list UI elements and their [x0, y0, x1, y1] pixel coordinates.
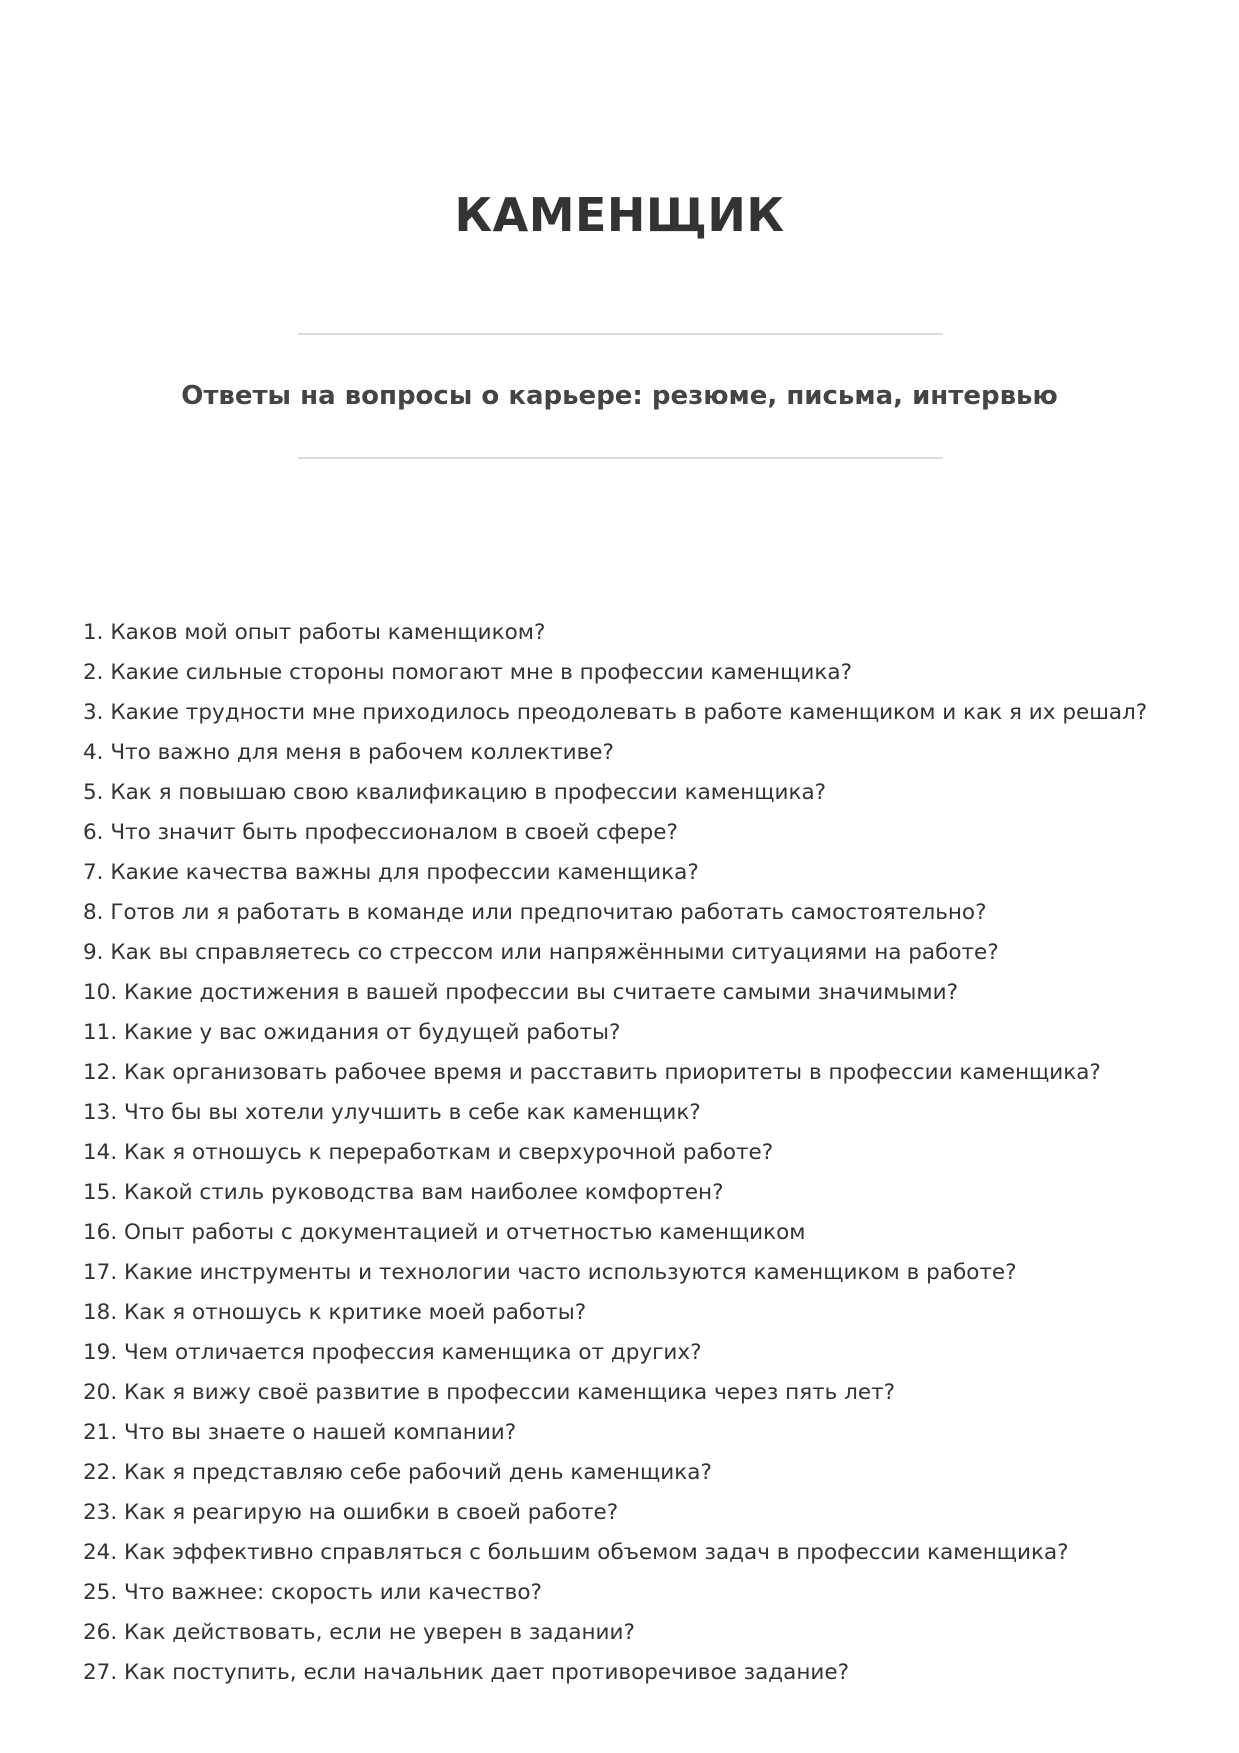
- question-item: 24. Как эффективно справляться с большим объемом задач в профессии каменщика?: [83, 1540, 1069, 1565]
- question-item: 4. Что важно для меня в рабочем коллективе?: [83, 740, 614, 765]
- question-item: 15. Какой стиль руководства вам наиболее комфортен?: [83, 1180, 724, 1205]
- question-list: [83, 613, 1203, 1693]
- question-item: 11. Какие у вас ожидания от будущей работы?: [83, 1020, 621, 1045]
- page-subtitle: Ответы на вопросы о карьере: резюме, письма, интервью: [181, 381, 1058, 411]
- question-item: 19. Чем отличается профессия каменщика от других?: [83, 1340, 702, 1365]
- question-item: 21. Что вы знаете о нашей компании?: [83, 1420, 517, 1445]
- question-item: 12. Как организовать рабочее время и расставить приоритеты в профессии каменщика?: [83, 1060, 1101, 1085]
- question-item: 5. Как я повышаю свою квалификацию в профессии каменщика?: [83, 780, 827, 805]
- question-item: 8. Готов ли я работать в команде или предпочитаю работать самостоятельно?: [83, 900, 987, 925]
- question-item: 20. Как я вижу своё развитие в профессии каменщика через пять лет?: [83, 1380, 896, 1405]
- question-item: 23. Как я реагирую на ошибки в своей работе?: [83, 1500, 619, 1525]
- question-item: 27. Как поступить, если начальник дает противоречивое задание?: [83, 1660, 849, 1685]
- top-divider: [298, 333, 943, 335]
- question-item: 3. Какие трудности мне приходилось преодолевать в работе каменщиком и как я их решал?: [83, 700, 1148, 725]
- question-item: 14. Как я отношусь к переработкам и сверхурочной работе?: [83, 1140, 774, 1165]
- question-item: 1. Каков мой опыт работы каменщиком?: [83, 620, 546, 645]
- question-item: 18. Как я отношусь к критике моей работы?: [83, 1300, 587, 1325]
- question-item: 2. Какие сильные стороны помогают мне в профессии каменщика?: [83, 660, 852, 685]
- question-item: 26. Как действовать, если не уверен в задании?: [83, 1620, 635, 1645]
- page-title: КАМЕНЩИК: [454, 188, 785, 242]
- question-item: 7. Какие качества важны для профессии каменщика?: [83, 860, 699, 885]
- question-item: 13. Что бы вы хотели улучшить в себе как каменщик?: [83, 1100, 701, 1125]
- question-item: 17. Какие инструменты и технологии часто используются каменщиком в работе?: [83, 1260, 1017, 1285]
- question-item: 16. Опыт работы с документацией и отчетностью каменщиком: [83, 1220, 806, 1245]
- question-item: 25. Что важнее: скорость или качество?: [83, 1580, 542, 1605]
- question-item: 10. Какие достижения в вашей профессии вы считаете самыми значимыми?: [83, 980, 959, 1005]
- question-item: 6. Что значит быть профессионалом в своей сфере?: [83, 820, 678, 845]
- bottom-divider: [298, 457, 943, 459]
- question-item: 9. Как вы справляетесь со стрессом или напряжёнными ситуациями на работе?: [83, 940, 999, 965]
- question-item: 22. Как я представляю себе рабочий день каменщика?: [83, 1460, 712, 1485]
